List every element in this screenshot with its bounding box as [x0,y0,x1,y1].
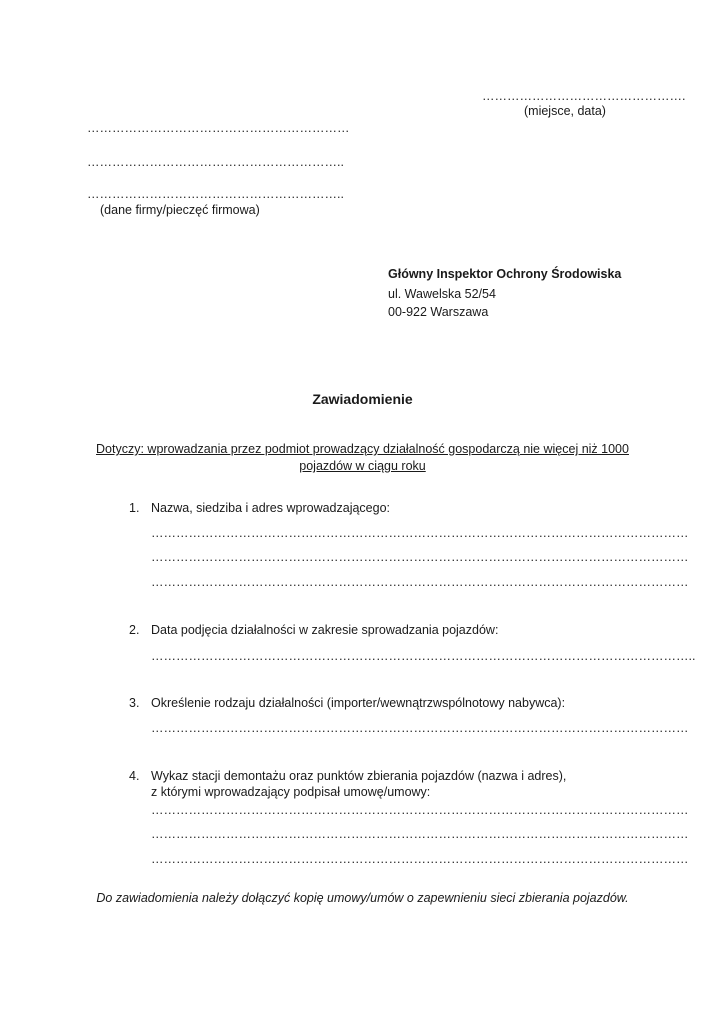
item-2-label: Data podjęcia działalności w zakresie sprowadzania pojazdów: [151,623,499,637]
place-date-dots: …………………………………………. [482,89,686,103]
item-1-dots-3: ………………………………………………………………………………………………………………… [151,575,689,589]
place-date-label: (miejsce, data) [524,104,606,118]
item-3-dots-1: ………………………………………………………………………………………………………………… [151,721,689,735]
item-2-number: 2. [129,623,140,637]
item-2-dots-1: ………………………………………………………………………………………………………………….. [151,649,696,663]
item-4-dots-3: ………………………………………………………………………………………………………………… [151,852,689,866]
company-label: (dane firmy/pieczęć firmowa) [100,203,260,217]
item-4-label-2: z którymi wprowadzający podpisał umowę/umowy: [151,785,431,799]
item-1-label: Nazwa, siedziba i adres wprowadzającego: [151,501,391,515]
company-line-1: ……………………………………………………… [87,121,350,135]
item-4-number: 4. [129,769,140,783]
item-3-label: Określenie rodzaju działalności (importer/wewnątrzwspólnotowy nabywca): [151,696,566,710]
recipient-street: ul. Wawelska 52/54 [388,287,496,301]
subject-line-1: Dotyczy: wprowadzania przez podmiot prowadzący działalność gospodarczą nie więcej niż 1000 [96,442,629,456]
item-4-dots-2: ………………………………………………………………………………………………………………… [151,827,689,841]
company-line-2: …………………………………………………….. [87,155,344,169]
recipient-city: 00-922 Warszawa [388,305,489,319]
item-1-number: 1. [129,501,140,515]
recipient-name: Główny Inspektor Ochrony Środowiska [388,267,622,281]
company-line-3: …………………………………………………….. [87,187,344,201]
item-1-dots-2: ………………………………………………………………………………………………………………… [151,550,689,564]
item-1-dots-1: ………………………………………………………………………………………………………………… [151,526,689,540]
footer-note: Do zawiadomienia należy dołączyć kopię umowy/umów o zapewnieniu sieci zbierania pojazdów. [96,891,629,905]
item-4-label: Wykaz stacji demontażu oraz punktów zbierania pojazdów (nazwa i adres), [151,769,567,783]
document-title: Zawiadomienie [312,391,413,407]
item-4-dots-1: ………………………………………………………………………………………………………………… [151,803,689,817]
item-3-number: 3. [129,696,140,710]
subject-line-2: pojazdów w ciągu roku [299,459,426,473]
